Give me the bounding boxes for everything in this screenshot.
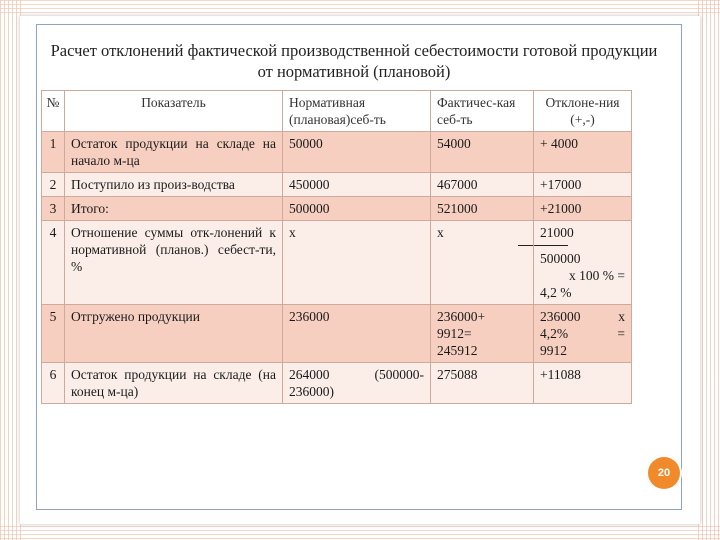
header-normative: Нормативная (плановая)себ-ть xyxy=(283,91,431,132)
deviation-line: 9912 xyxy=(540,343,567,358)
row-deviation: +17000 xyxy=(534,173,632,197)
row-indicator: Итого: xyxy=(65,197,283,221)
row-normative: 50000 xyxy=(283,132,431,173)
slide-title: Расчет отклонений фактической производственной себестоимости готовой продукции от нормативной (плановой) xyxy=(50,41,658,81)
row-deviation-formula xyxy=(534,221,632,305)
decorative-stripes-right xyxy=(698,0,720,540)
deviation-table xyxy=(41,90,632,404)
actual-line: 9912= xyxy=(437,326,472,341)
row-deviation-formula xyxy=(534,305,632,363)
decorative-stripes-left xyxy=(0,0,22,540)
deviation-line xyxy=(540,308,625,325)
deviation-line xyxy=(540,325,625,342)
actual-line: 245912 xyxy=(437,343,478,358)
row-normative: 264000 (500000-236000) xyxy=(283,363,431,404)
row-num: 5 xyxy=(42,305,65,363)
table-row xyxy=(42,197,632,221)
deviation-multiplier: x 100 % = xyxy=(569,268,625,283)
deviation-numerator: 21000 xyxy=(540,225,574,240)
deviation-part: 236000 xyxy=(540,309,581,324)
row-actual: 54000 xyxy=(431,132,534,173)
row-actual: x xyxy=(431,221,534,305)
header-num: № xyxy=(42,91,65,132)
table-row xyxy=(42,363,632,404)
row-num: 3 xyxy=(42,197,65,221)
deviation-result: 4,2 % xyxy=(540,285,572,300)
table-header-row xyxy=(42,91,632,132)
table-row xyxy=(42,221,632,305)
table-row xyxy=(42,173,632,197)
row-actual: 521000 xyxy=(431,197,534,221)
row-num: 1 xyxy=(42,132,65,173)
row-indicator: Поступило из произ-водства xyxy=(65,173,283,197)
row-indicator: Отгружено продукции xyxy=(65,305,283,363)
row-deviation: +11088 xyxy=(534,363,632,404)
row-indicator: Остаток продукции на складе на начало м-ца xyxy=(65,132,283,173)
row-num: 6 xyxy=(42,363,65,404)
header-indicator: Показатель xyxy=(65,91,283,132)
fraction-line xyxy=(518,245,568,246)
row-actual-formula xyxy=(431,305,534,363)
decorative-stripes-bottom xyxy=(0,526,720,540)
row-deviation: + 4000 xyxy=(534,132,632,173)
row-num: 4 xyxy=(42,221,65,305)
deviation-part: = xyxy=(617,326,625,341)
table-row xyxy=(42,305,632,363)
row-actual: 275088 xyxy=(431,363,534,404)
deviation-denominator: 500000 xyxy=(540,251,581,266)
table-row xyxy=(42,132,632,173)
decorative-stripes-top xyxy=(0,0,720,14)
row-normative: 500000 xyxy=(283,197,431,221)
header-actual: Фактичес-кая себ-ть xyxy=(431,91,534,132)
row-indicator: Остаток продукции на складе (на конец м-ца) xyxy=(65,363,283,404)
row-normative: 236000 xyxy=(283,305,431,363)
row-normative: x xyxy=(283,221,431,305)
row-actual: 467000 xyxy=(431,173,534,197)
page-number-badge: 20 xyxy=(648,457,680,489)
deviation-part: 4,2% xyxy=(540,326,569,341)
header-deviation: Отклоне-ния (+,-) xyxy=(534,91,632,132)
row-num: 2 xyxy=(42,173,65,197)
row-indicator: Отношение суммы отк-лонений к нормативной (планов.) себест-ти, % xyxy=(65,221,283,305)
deviation-part: x xyxy=(618,309,625,324)
row-normative: 450000 xyxy=(283,173,431,197)
row-deviation: +21000 xyxy=(534,197,632,221)
actual-line: 236000+ xyxy=(437,309,486,324)
